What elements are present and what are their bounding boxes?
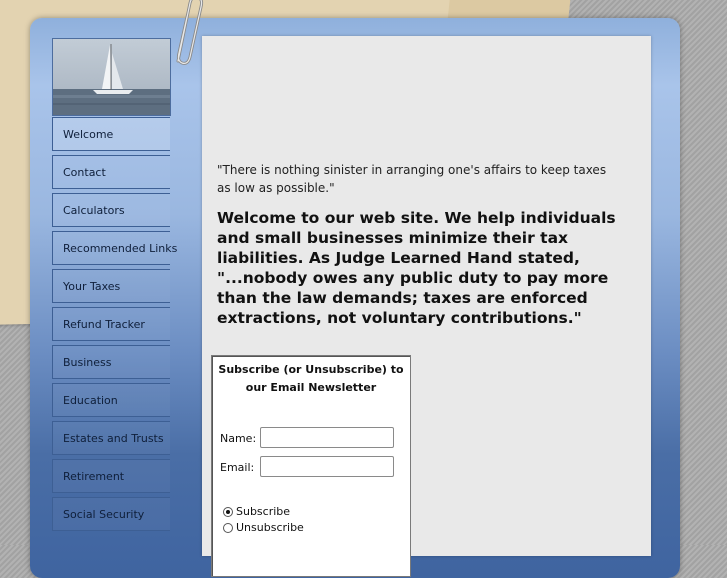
paperclip-icon [168, 0, 204, 67]
unsubscribe-option[interactable] [223, 521, 304, 534]
unsubscribe-radio[interactable] [223, 523, 233, 533]
nav-item-contact[interactable]: Contact [52, 155, 170, 189]
subscribe-label: Subscribe [236, 505, 291, 518]
name-label: Name: [220, 432, 257, 445]
nav-item-calculators[interactable]: Calculators [52, 193, 170, 227]
nav-item-business[interactable]: Business [52, 345, 170, 379]
nav-item-your-taxes[interactable]: Your Taxes [52, 269, 170, 303]
subscribe-option[interactable] [223, 505, 290, 518]
nav-item-welcome[interactable]: Welcome [52, 117, 170, 151]
email-input[interactable] [260, 456, 394, 477]
nav-item-retirement[interactable]: Retirement [52, 459, 170, 493]
newsletter-form [211, 355, 411, 577]
newsletter-title: Subscribe (or Unsubscribe) to our Email Newsletter [218, 363, 404, 394]
nav-item-recommended-links[interactable]: Recommended Links [52, 231, 170, 265]
main-content [202, 36, 651, 556]
nav-item-social-security[interactable]: Social Security [52, 497, 170, 531]
sailboat-photo [52, 38, 171, 116]
sidebar-nav [52, 117, 178, 535]
nav-item-refund-tracker[interactable]: Refund Tracker [52, 307, 170, 341]
name-input[interactable] [260, 427, 394, 448]
subscribe-radio[interactable] [223, 507, 233, 517]
quote-text: "There is nothing sinister in arranging one's affairs to keep taxes as low as possible." [217, 163, 607, 195]
welcome-heading: Welcome to our web site. We help individuals and small businesses minimize their tax liabilities. As Judge Learned Hand stated, "...nobody owes any public duty to pay more than the law demands; taxes are enforced extractions, not voluntary contributions." [217, 209, 616, 327]
nav-item-education[interactable]: Education [52, 383, 170, 417]
unsubscribe-label: Unsubscribe [236, 521, 304, 534]
email-label: Email: [220, 461, 255, 474]
nav-item-estates-and-trusts[interactable]: Estates and Trusts [52, 421, 170, 455]
